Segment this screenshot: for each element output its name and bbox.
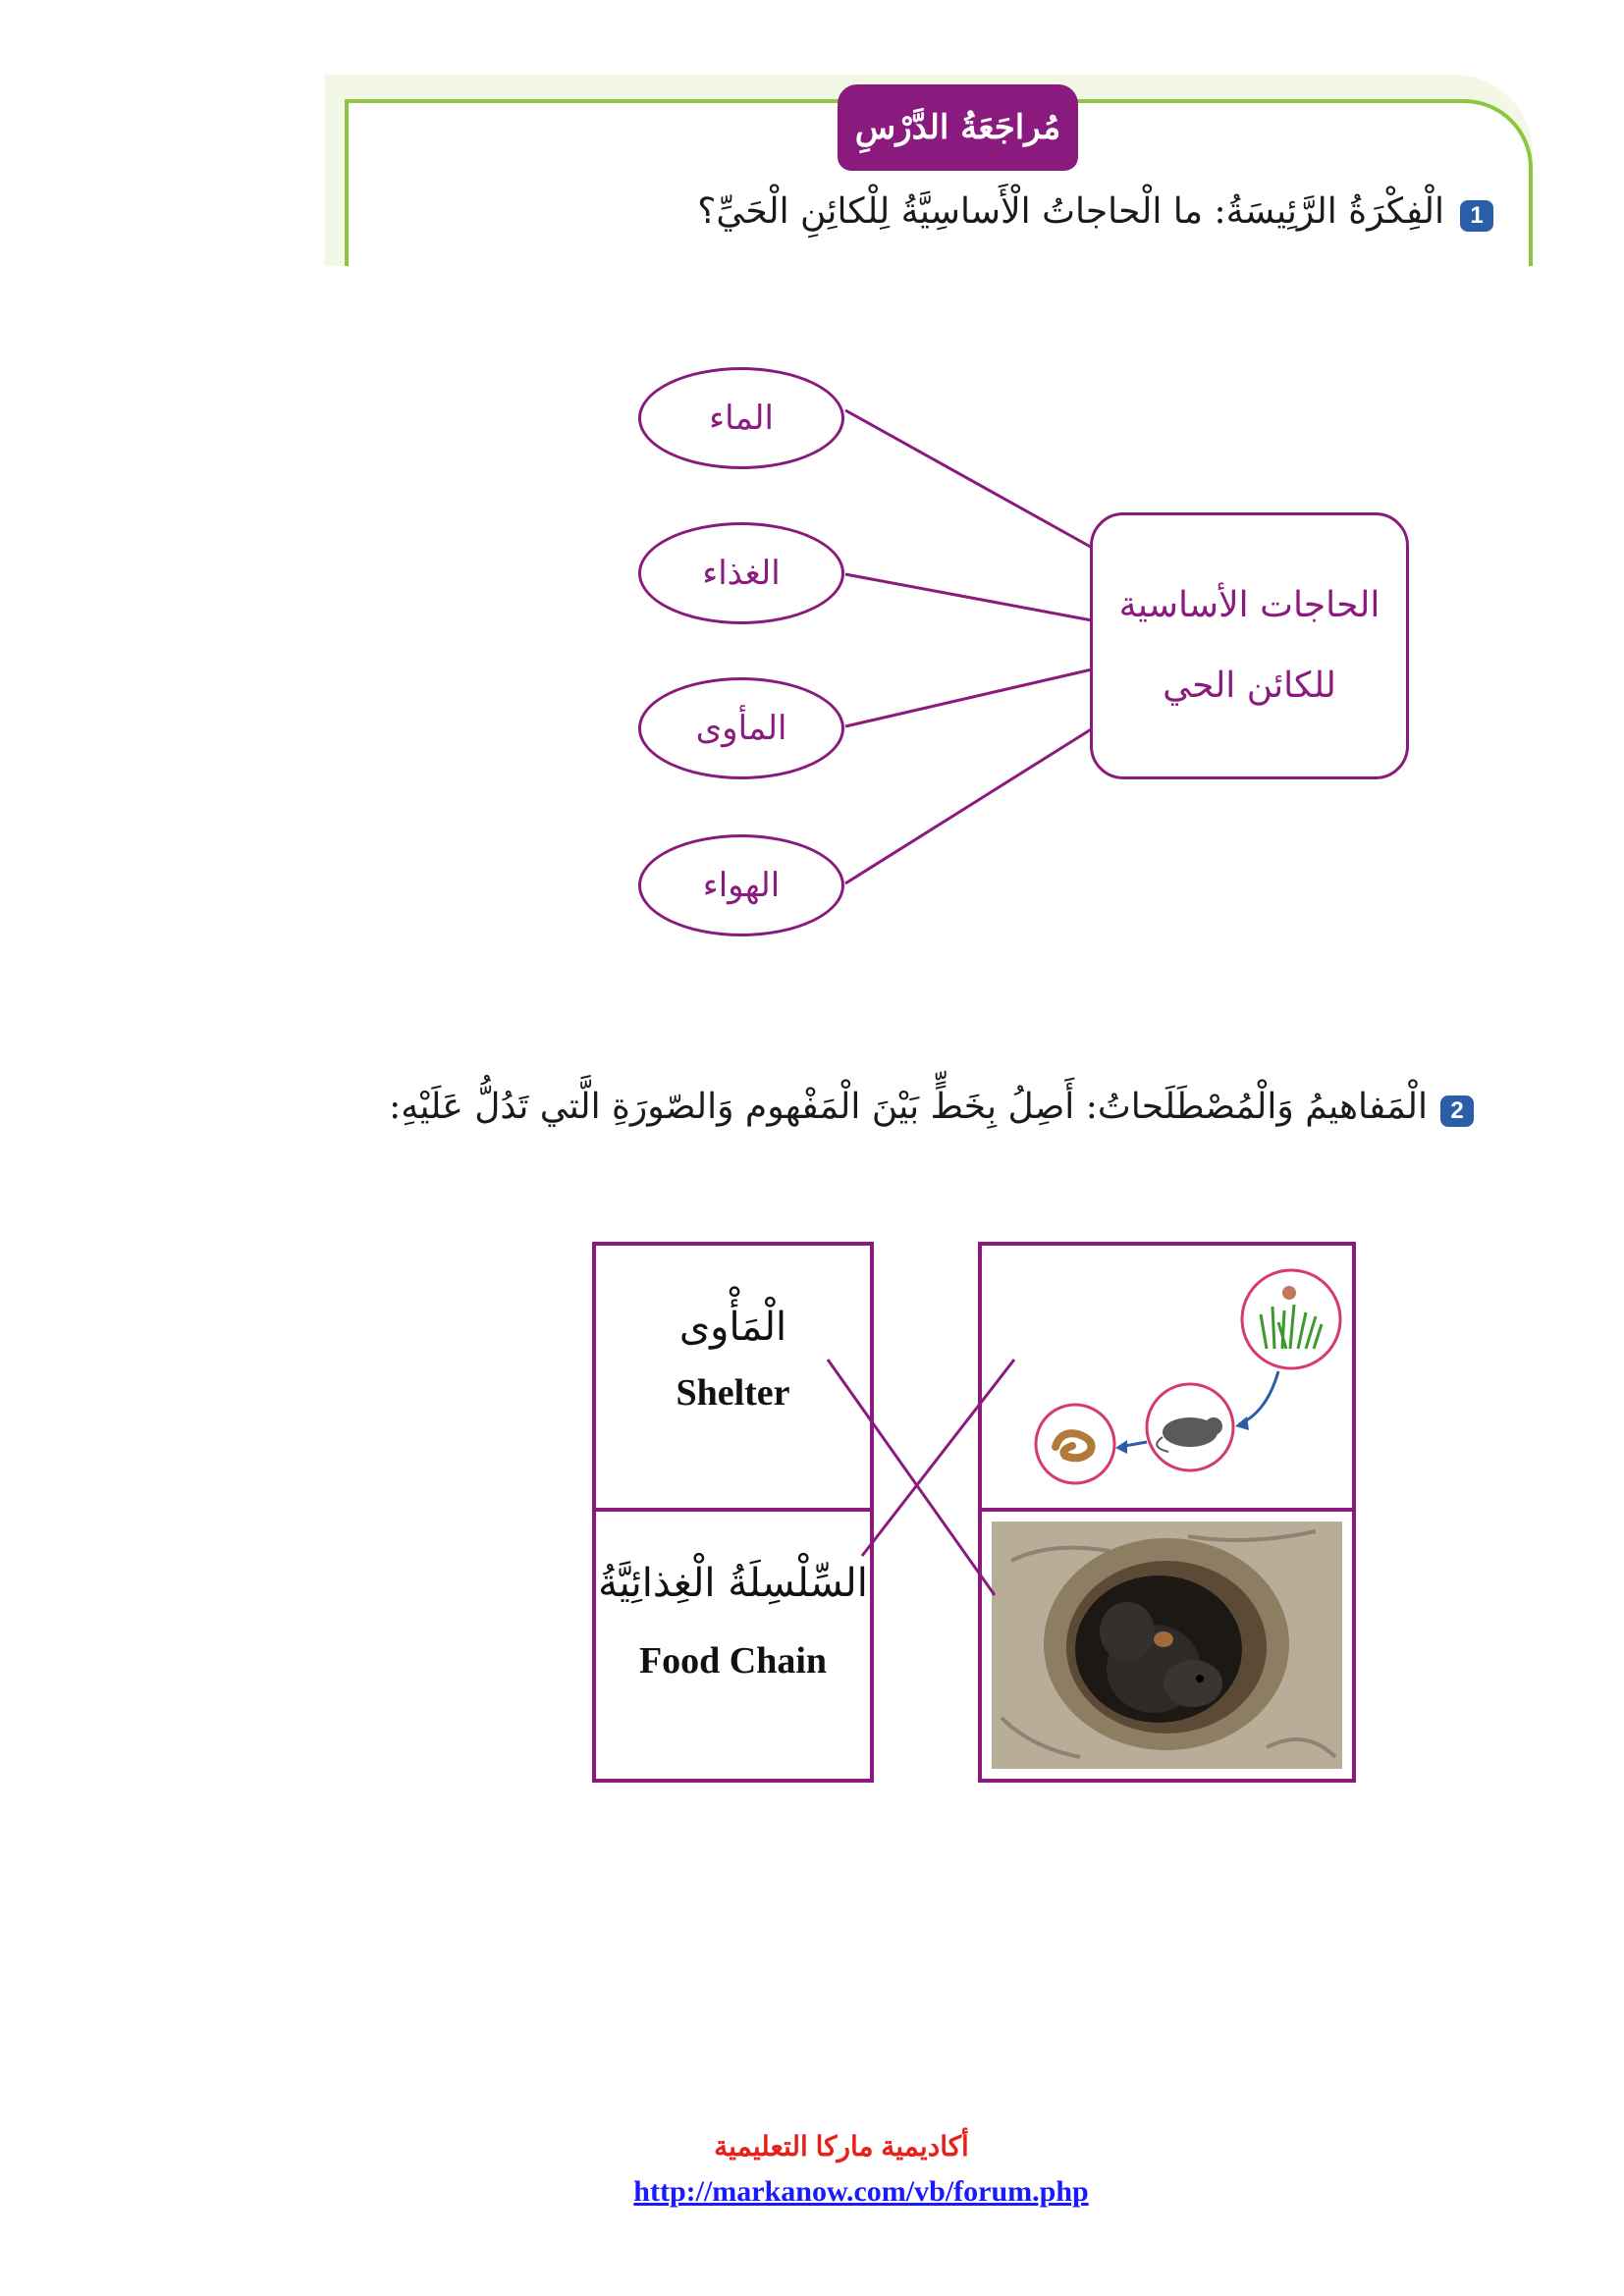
- need-air-label: الهواء: [702, 866, 781, 905]
- footer-academy-name: أكاديمية ماركا التعليمية: [714, 2131, 969, 2162]
- question-1-text: الْفِكْرَةُ الرَّئِيسَةُ: ما الْحاجاتُ الْأَساسِيَّةُ لِلْكائِنِ الْحَيِّ؟: [697, 191, 1444, 232]
- term-shelter-arabic: الْمَأْوى: [678, 1305, 787, 1350]
- term-food-chain-arabic: السِّلْسِلَةُ الْغِذائِيَّةُ: [598, 1561, 868, 1606]
- line-food-chain-to-food-web: [862, 1360, 1014, 1556]
- question-2-number: 2: [1440, 1095, 1474, 1127]
- question-2-text: الْمَفاهيمُ وَالْمُصْطَلَحاتُ: أَصِلُ بِخَطٍّ بَيْنَ الْمَفْهوم وَالصّورَةِ الَّتي تَدُلُّ عَلَيْهِ:: [389, 1087, 1428, 1127]
- line-shelter-to-tree-hole: [828, 1360, 995, 1595]
- center-line-2: للكائن الحي: [1163, 666, 1336, 706]
- need-shelter-label: المأوى: [695, 709, 787, 748]
- center-line-1: الحاجات الأساسية: [1118, 585, 1380, 625]
- lesson-review-title: مُراجَعَةُ الدَّرْسِ: [854, 108, 1061, 147]
- need-water-label: الماء: [709, 399, 774, 438]
- term-food-chain-english: Food Chain: [638, 1640, 828, 1682]
- need-food-label: الغذاء: [702, 554, 781, 593]
- term-shelter-english: Shelter: [676, 1372, 790, 1414]
- footer-forum-link[interactable]: http://markanow.com/vb/forum.php: [633, 2175, 1089, 2208]
- question-1-number: 1: [1460, 200, 1493, 232]
